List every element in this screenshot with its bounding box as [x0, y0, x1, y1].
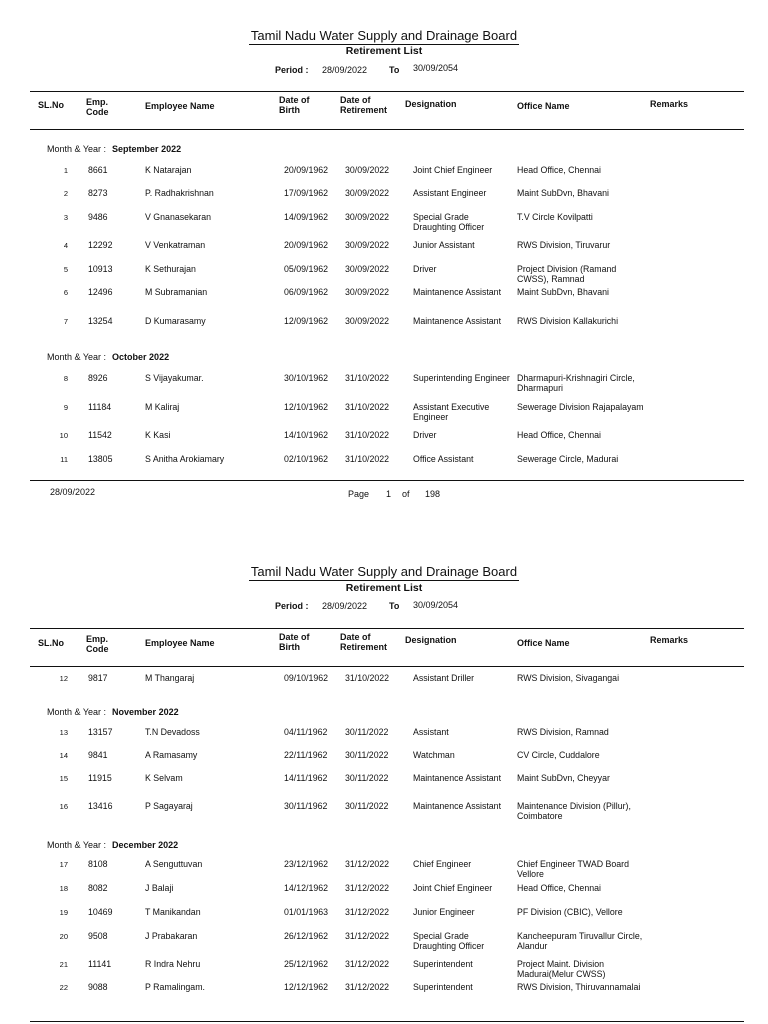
- footer-page-label: Page: [348, 489, 370, 499]
- period-from: 28/09/2022: [322, 601, 368, 611]
- col-header-dor: Date of Retirement: [340, 632, 388, 652]
- period-to-label: To: [389, 601, 400, 611]
- table-row: 10 11542 K Kasi 14/10/1962 31/10/2022 Driver Head Office, Chennai: [59, 430, 601, 440]
- period-to: 30/09/2054: [413, 63, 459, 73]
- table-row: 15 11915 K Selvam 14/11/1962 30/11/2022 Maintanence Assistant Maint SubDvn, Cheyyar: [59, 773, 610, 783]
- table-row: 9 11184 M Kaliraj 12/10/1962 31/10/2022 Assistant Executive Engineer Sewerage Division Rajapalayam: [63, 402, 644, 422]
- col-header-emp-code: Emp. Code: [86, 97, 109, 117]
- period-to: 30/09/2054: [413, 600, 459, 610]
- footer-page-total: 198: [425, 489, 441, 499]
- table-row: 14 9841 A Ramasamy 22/11/1962 30/11/2022 Watchman CV Circle, Cuddalore: [59, 750, 600, 760]
- col-header-dob: Date of Birth: [279, 95, 310, 115]
- footer-of-label: of: [402, 489, 410, 499]
- table-row: 18 8082 J Balaji 14/12/1962 31/12/2022 Joint Chief Engineer Head Office, Chennai: [59, 883, 601, 893]
- col-header-employee-name: Employee Name: [145, 638, 215, 648]
- month-group-label: Month & Year : November 2022: [47, 707, 179, 717]
- col-header-remarks: Remarks: [650, 99, 689, 109]
- organization-name: Tamil Nadu Water Supply and Drainage Board: [250, 28, 518, 43]
- col-header-slno: SL.No: [38, 638, 64, 648]
- header-top-rule: [30, 91, 744, 92]
- month-group-label: Month & Year : September 2022: [47, 144, 182, 154]
- report-title: Retirement List: [345, 582, 423, 594]
- col-header-dob: Date of Birth: [279, 632, 310, 652]
- table-row: 2 8273 P. Radhakrishnan 17/09/1962 30/09/2022 Assistant Engineer Maint SubDvn, Bhavani: [63, 188, 609, 198]
- table-row: 17 8108 A Senguttuvan 23/12/1962 31/12/2022 Chief Engineer Chief Engineer TWAD Board Vellore: [59, 859, 629, 879]
- period-label: Period :: [275, 65, 309, 75]
- table-row: 8 8926 S Vijayakumar. 30/10/1962 31/10/2022 Superintending Engineer Dharmapuri-Krishnagiri Circle, Dharmapuri: [63, 373, 635, 393]
- table-row: 1 8661 K Natarajan 20/09/1962 30/09/2022 Joint Chief Engineer Head Office, Chennai: [63, 165, 601, 175]
- col-header-designation: Designation: [405, 635, 457, 645]
- header-bottom-rule: [30, 129, 744, 130]
- table-row: 3 9486 V Gnanasekaran 14/09/1962 30/09/2022 Special Grade Draughting Officer T.V Circle Kovilpatti: [63, 212, 593, 232]
- col-header-employee-name: Employee Name: [145, 101, 215, 111]
- table-row: 6 12496 M Subramanian 06/09/1962 30/09/2022 Maintanence Assistant Maint SubDvn, Bhavani: [63, 287, 609, 297]
- table-row: 12 9817 M Thangaraj 09/10/1962 31/10/2022 Assistant Driller RWS Division, Sivagangai: [59, 673, 620, 683]
- footer-page-number: 1: [386, 489, 392, 499]
- period-label: Period :: [275, 601, 309, 611]
- col-header-office: Office Name: [517, 101, 570, 111]
- table-row: 20 9508 J Prabakaran 26/12/1962 31/12/2022 Special Grade Draughting Officer Kancheepuram Tiruvallur Circle, Alandur: [59, 931, 643, 951]
- report-title: Retirement List: [345, 45, 423, 57]
- table-row: 5 10913 K Sethurajan 05/09/1962 30/09/2022 Driver Project Division (Ramand CWSS), Ramnad: [63, 264, 617, 284]
- col-header-dor: Date of Retirement: [340, 95, 388, 115]
- header-bottom-rule: [30, 666, 744, 667]
- table-row: 16 13416 P Sagayaraj 30/11/1962 30/11/2022 Maintanence Assistant Maintenance Division (Pillur), Coimbatore: [59, 801, 631, 821]
- footer-date: 28/09/2022: [50, 487, 96, 497]
- period-to-label: To: [389, 65, 400, 75]
- col-header-emp-code: Emp. Code: [86, 634, 109, 654]
- table-row: 13 13157 T.N Devadoss 04/11/1962 30/11/2022 Assistant RWS Division, Ramnad: [59, 727, 609, 737]
- month-group-label: Month & Year : December 2022: [47, 840, 179, 850]
- table-row: 21 11141 R Indra Nehru 25/12/1962 31/12/2022 Superintendent Project Maint. Division Madurai(Melur CWSS): [59, 959, 606, 979]
- table-row: 4 12292 V Venkatraman 20/09/1962 30/09/2022 Junior Assistant RWS Division, Tiruvarur: [63, 240, 611, 250]
- table-row: 19 10469 T Manikandan 01/01/1963 31/12/2022 Junior Engineer PF Division (CBIC), Vellore: [59, 907, 623, 917]
- month-group-label: Month & Year : October 2022: [47, 352, 170, 362]
- table-row: 7 13254 D Kumarasamy 12/09/1962 30/09/2022 Maintanence Assistant RWS Division Kallakurichi: [63, 316, 619, 326]
- col-header-slno: SL.No: [38, 100, 64, 110]
- table-row: 11 13805 S Anitha Arokiamary 02/10/1962 31/10/2022 Office Assistant Sewerage Circle, Madurai: [60, 454, 619, 464]
- report-page-2: [0, 535, 768, 1024]
- footer-rule: [30, 1021, 744, 1022]
- header-top-rule: [30, 628, 744, 629]
- period-from: 28/09/2022: [322, 65, 368, 75]
- col-header-remarks: Remarks: [650, 635, 689, 645]
- table-row: 22 9088 P Ramalingam. 12/12/1962 31/12/2022 Superintendent RWS Division, Thiruvannamalai: [59, 982, 641, 992]
- col-header-designation: Designation: [405, 99, 457, 109]
- col-header-office: Office Name: [517, 638, 570, 648]
- organization-name: Tamil Nadu Water Supply and Drainage Board: [250, 564, 518, 579]
- footer-rule: [30, 480, 744, 481]
